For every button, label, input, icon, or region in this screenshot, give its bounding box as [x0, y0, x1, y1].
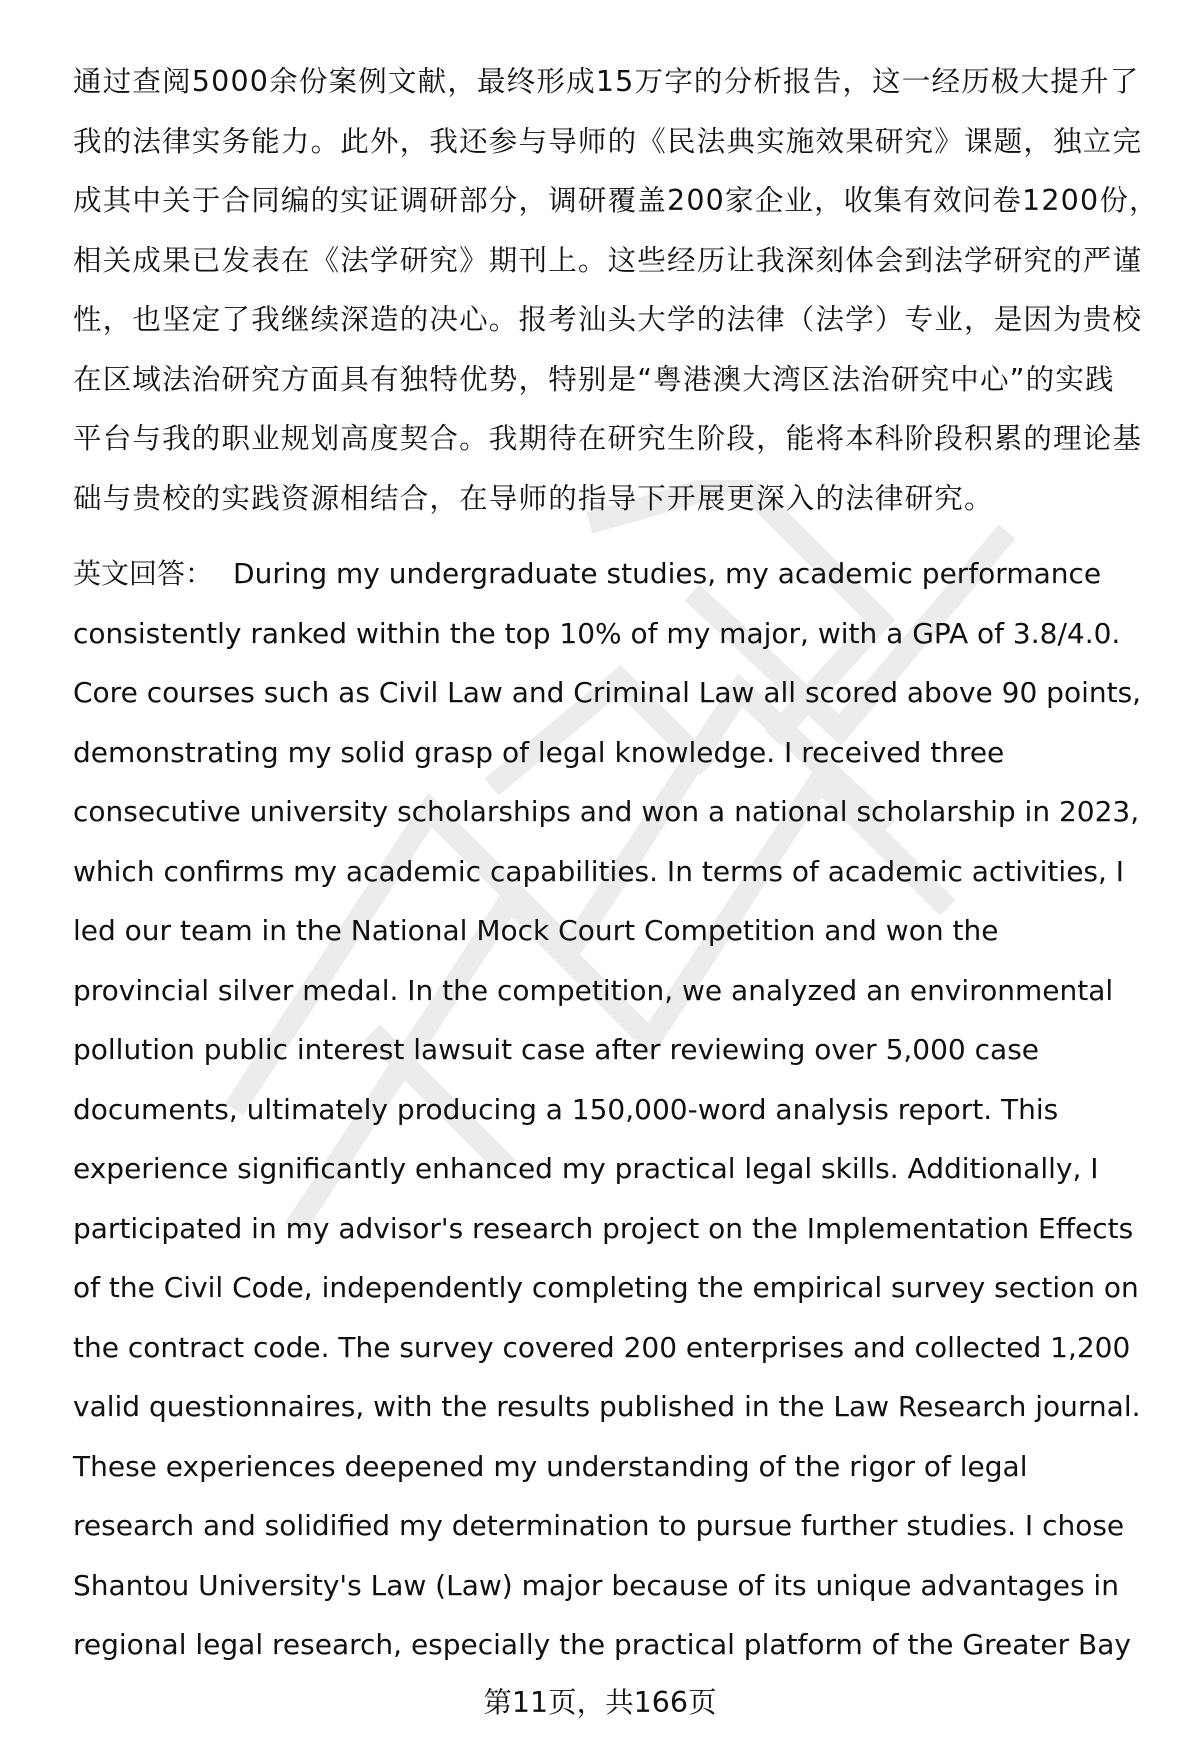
text-line: consistently ranked within the top 10% of my major, with a GPA of 3.8/4.0.: [73, 616, 1121, 650]
english-first-line: During my undergraduate studies, my academic performance: [233, 557, 1102, 590]
english-paragraph: [73, 544, 1153, 1675]
text-line: 通过查阅5000余份案例文献，最终形成15万字的分析报告，这一经历极大提升了: [73, 65, 1140, 98]
text-line: 础与贵校的实践资源相结合，在导师的指导下开展更深入的法律研究。: [73, 481, 994, 515]
paragraph-gap: [73, 528, 1153, 544]
text-line: 在区域法治研究方面具有独特优势，特别是“粤港澳大湾区法治研究中心”的实践: [73, 362, 1115, 396]
english-answer-label: 英文回答：: [73, 557, 214, 590]
text-line: 相关成果已发表在《法学研究》期刊上。这些经历让我深刻体会到法学研究的严谨: [73, 243, 1143, 277]
text-line: participated in my advisor's research project on the Implementation Effects: [73, 1211, 1134, 1245]
text-line: 平台与我的职业规划高度契合。我期待在研究生阶段，能将本科阶段积累的理论基: [73, 422, 1143, 455]
text-line: Shantou University's Law (Law) major because of its unique advantages in: [73, 1568, 1119, 1602]
text-line: Core courses such as Civil Law and Criminal Law all scored above 90 points,: [73, 676, 1142, 709]
text-line: consecutive university scholarships and won a national scholarship in 2023,: [73, 795, 1140, 828]
text-line: These experiences deepened my understanding of the rigor of legal: [73, 1449, 1028, 1483]
document-body: [73, 52, 1159, 1675]
text-line: pollution public interest lawsuit case after reviewing over 5,000 case: [73, 1033, 1040, 1066]
text-line: demonstrating my solid grasp of legal knowledge. I received three: [73, 735, 1005, 769]
text-line: 成其中关于合同编的实证调研部分，调研覆盖200家企业，收集有效问卷1200份，: [73, 184, 1159, 217]
text-line: documents, ultimately producing a 150,000-word analysis report. This: [73, 1092, 1059, 1126]
text-line: [73, 544, 1153, 604]
text-line: research and solidified my determination to pursue further studies. I chose: [73, 1509, 1125, 1542]
text-line: which confirms my academic capabilities. In terms of academic activities, I: [73, 854, 1125, 888]
text-line: experience significantly enhanced my practical legal skills. Additionally, I: [73, 1152, 1099, 1185]
text-line: regional legal research, especially the practical platform of the Greater Bay: [73, 1628, 1131, 1661]
chinese-paragraph: [73, 52, 1159, 528]
text-line: led our team in the National Mock Court Competition and won the: [73, 914, 999, 947]
page-number-footer: 第11页，共166页: [483, 1686, 717, 1719]
text-line: valid questionnaires, with the results published in the Law Research journal.: [73, 1390, 1141, 1423]
text-line: provincial silver medal. In the competition, we analyzed an environmental: [73, 973, 1114, 1007]
text-line: 性，也坚定了我继续深造的决心。报考汕头大学的法律（法学）专业，是因为贵校: [73, 303, 1143, 336]
text-line: 我的法律实务能力。此外，我还参与导师的《民法典实施效果研究》课题，独立完: [73, 124, 1143, 158]
text-line: of the Civil Code, independently completing the empirical survey section on: [73, 1271, 1139, 1304]
text-line: the contract code. The survey covered 200 enterprises and collected 1,200: [73, 1330, 1131, 1364]
